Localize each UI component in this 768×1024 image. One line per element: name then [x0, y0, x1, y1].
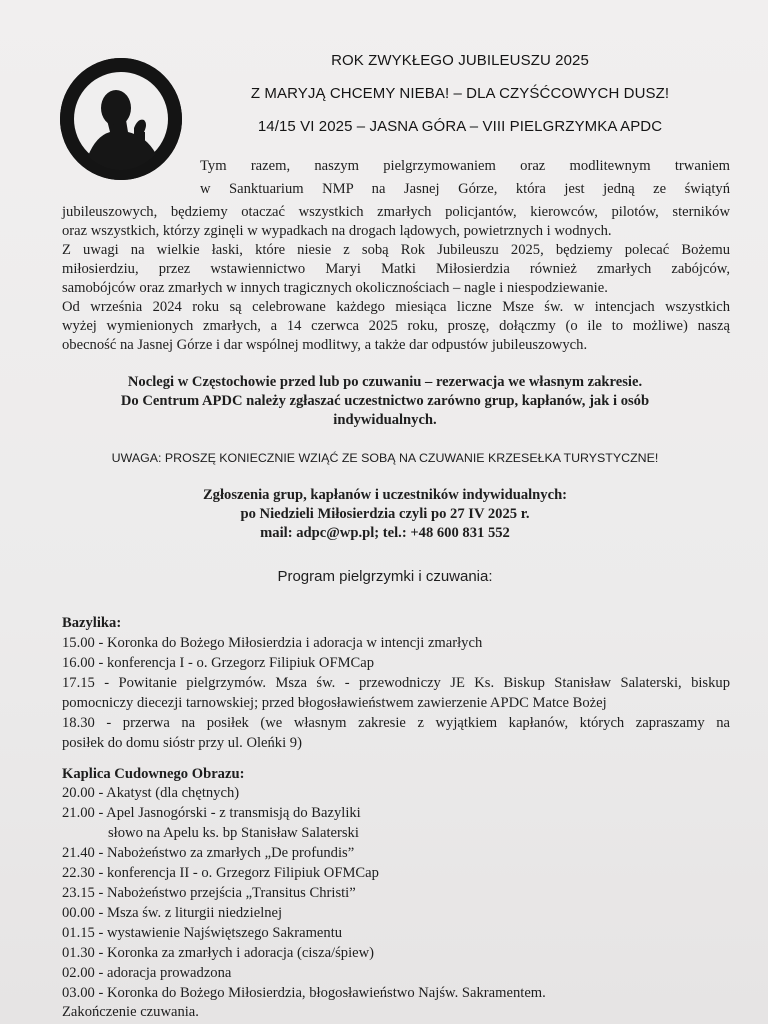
intro-line: Od września 2024 roku są celebrowane każdego miesiąca liczne Msze św. w intencjach wszystkich [62, 299, 730, 315]
program-item: pomocniczy diecezji tarnowskiej; przed błogosławieństwem zawierzenie APDC Matce Bożej [62, 695, 607, 711]
program-item: 16.00 - konferencja I - o. Grzegorz Filipiuk OFMCap [62, 655, 375, 671]
header-line-3: 14/15 VI 2025 – JASNA GÓRA – VIII PIELGRZYMKA APDC [257, 118, 663, 135]
intro-line: oraz wszystkich, którzy zginęli w wypadkach na drogach lądowych, powietrznych i wodnych. [62, 223, 612, 239]
silhouette-logo-icon [60, 58, 182, 180]
chapel-heading: Kaplica Cudownego Obrazu: [62, 766, 245, 782]
lodging-line: Noclegi w Częstochowie przed lub po czuwaniu – rezerwacja we własnym zakresie. [127, 374, 643, 390]
registration-line: po Niedzieli Miłosierdzia czyli po 27 IV 2025 r. [240, 506, 530, 522]
program-item: 21.00 - Apel Jasnogórski - z transmisją do Bazyliki [62, 805, 361, 821]
lodging-line: Do Centrum APDC należy zgłaszać uczestnictwo zarówno grup, kapłanów, jak i osób [120, 393, 650, 409]
program-item: słowo na Apelu ks. bp Stanisław Salaterski [108, 825, 359, 841]
program-item: 03.00 - Koronka do Bożego Miłosierdzia, błogosławieństwo Najśw. Sakramentem. [62, 985, 546, 1001]
intro-line: Z uwagi na wielkie łaski, które niesie z sobą Rok Jubileuszu 2025, będziemy polecać Bożemu [62, 242, 730, 258]
program-item: 02.00 - adoracja prowadzona [62, 965, 232, 981]
program-item: 22.30 - konferencja II - o. Grzegorz Filipiuk OFMCap [62, 865, 379, 881]
intro-line: jubileuszowych, będziemy otaczać wszystkich zmarłych policjantów, kierowców, pilotów, sterników [62, 204, 730, 220]
intro-line: wyżej wymienionych zmarłych, a 14 czerwca 2025 roku, proszę, dołączmy (o ile to możliwe) naszą [62, 318, 730, 334]
program-item: 23.15 - Nabożeństwo przejścia „Transitus Christi” [62, 885, 356, 901]
program-item: 15.00 - Koronka do Bożego Miłosierdzia i adoracja w intencji zmarłych [62, 635, 483, 651]
intro-line: miłosierdziu, przez wstawiennictwo Maryi Matki Miłosierdzia również zmarłych zabójców, [62, 261, 730, 277]
program-item: Zakończenie czuwania. [62, 1004, 199, 1020]
intro-line: Tym razem, naszym pielgrzymowaniem oraz modlitewnym trwaniem [200, 158, 730, 174]
program-item: 18.30 - przerwa na posiłek (we własnym zakresie z wyjątkiem kapłanów, których zapraszamy na [62, 715, 730, 731]
program-title: Program pielgrzymki i czuwania: [277, 568, 493, 585]
program-item: 01.30 - Koronka za zmarłych i adoracja (cisza/śpiew) [62, 945, 375, 961]
registration-line: Zgłoszenia grup, kapłanów i uczestników indywidualnych: [202, 487, 568, 503]
registration-contact: mail: adpc@wp.pl; tel.: +48 600 831 552 [260, 525, 510, 541]
program-item: posiłek do domu sióstr przy ul. Oleńki 9) [62, 735, 302, 751]
header-line-2: Z MARYJĄ CHCEMY NIEBA! – DLA CZYŚĆCOWYCH DUSZ! [250, 85, 670, 102]
lodging-line: indywidualnych. [333, 412, 437, 428]
basilica-heading: Bazylika: [62, 615, 122, 631]
program-item: 01.15 - wystawienie Najświętszego Sakramentu [62, 925, 343, 941]
warning-notice: UWAGA: PROSZĘ KONIECZNIE WZIĄĆ ZE SOBĄ NA CZUWANIE KRZESEŁKA TURYSTYCZNE! [111, 451, 659, 465]
intro-line: w Sanktuarium NMP na Jasnej Górze, która jest jedną ze świątyń [200, 181, 730, 197]
program-item: 00.00 - Msza św. z liturgii niedzielnej [62, 905, 283, 921]
program-item: 21.40 - Nabożeństwo za zmarłych „De profundis” [62, 845, 355, 861]
program-item: 17.15 - Powitanie pielgrzymów. Msza św. - przewodniczy JE Ks. Biskup Stanisław Salaterski, biskup [62, 675, 730, 691]
header-line-1: ROK ZWYKŁEGO JUBILEUSZU 2025 [331, 52, 589, 69]
intro-line: samobójców oraz zmarłych w innych tragicznych okolicznościach – nagle i niespodziewanie. [62, 280, 608, 296]
intro-line: obecność na Jasnej Górze i dar wspólnej modlitwy, a także dar odpustów jubileuszowych. [62, 337, 588, 353]
program-item: 20.00 - Akatyst (dla chętnych) [62, 785, 240, 801]
